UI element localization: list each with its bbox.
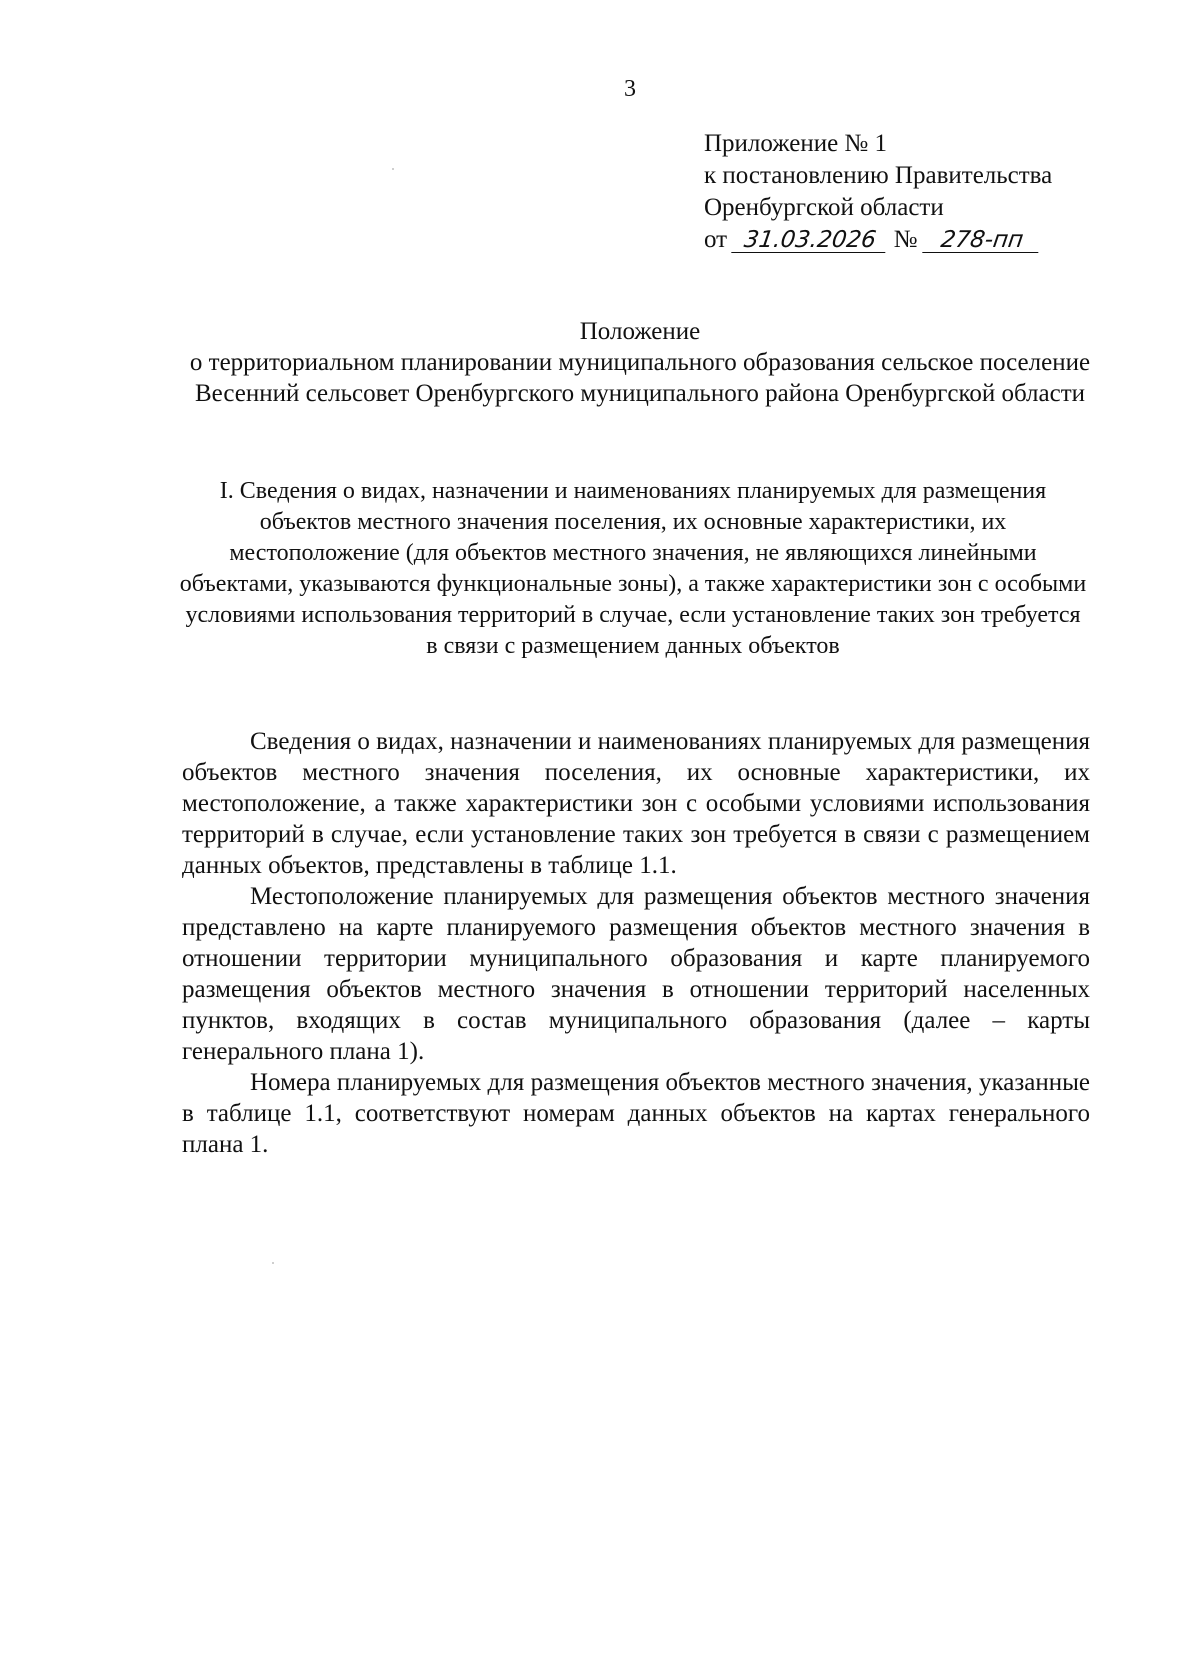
page-number: 3 bbox=[624, 76, 636, 102]
scan-artifact bbox=[392, 168, 394, 170]
appendix-line-3: Оренбургской области bbox=[704, 194, 944, 221]
handwritten-date: 31.03.2026 bbox=[732, 228, 890, 253]
number-prefix: № bbox=[893, 226, 918, 253]
document-subtitle: о территориальном планировании муниципального образования сельское поселение Весенний сельсовет Оренбургского муниципального района Оренбургской области bbox=[189, 349, 1091, 407]
paragraph: Сведения о видах, назначении и наименованиях планируемых для размещения объектов местного значения поселения, их основные характеристики, их местоположение, а также характеристики зон с особыми условиями использования территорий в случае, если установление таких зон требуется в связи с размещением данных объектов, представлены в таблице 1.1. bbox=[182, 728, 1091, 879]
document-title-block bbox=[150, 316, 1130, 409]
scan-artifact bbox=[272, 1262, 274, 1264]
paragraph: Местоположение планируемых для размещения объектов местного значения представлено на карте планируемого размещения объектов местного значения в отношении территории муниципального образования и карте планируемого размещения объектов местного значения в отношении территорий населенных пунктов, входящих в состав муниципального образования (далее – карты генерального плана 1). bbox=[182, 883, 1090, 1065]
appendix-line-1: Приложение № 1 bbox=[704, 130, 888, 157]
handwritten-number: 278-пп bbox=[922, 228, 1042, 253]
appendix-block bbox=[704, 128, 1052, 256]
paragraph: Номера планируемых для размещения объектов местного значения, указанные в таблице 1.1, соответствуют номерам данных объектов на картах генерального плана 1. bbox=[182, 1069, 1090, 1158]
date-prefix: от bbox=[704, 226, 728, 253]
document-title: Положение bbox=[579, 318, 701, 345]
appendix-line-2: к постановлению Правительства bbox=[704, 162, 1053, 189]
body-text bbox=[182, 726, 1090, 1160]
appendix-date-line bbox=[704, 224, 1052, 256]
section-heading: I. Сведения о видах, назначении и наименованиях планируемых для размещения объектов местного значения поселения, их основные характеристики, их местоположение (для объектов местного значения, не являющихся линейными объектами, указываются функциональные зоны), а также характеристики зон с особыми условиями использования территорий в случае, если установление таких зон требуется в связи с размещением данных объектов bbox=[179, 478, 1087, 659]
